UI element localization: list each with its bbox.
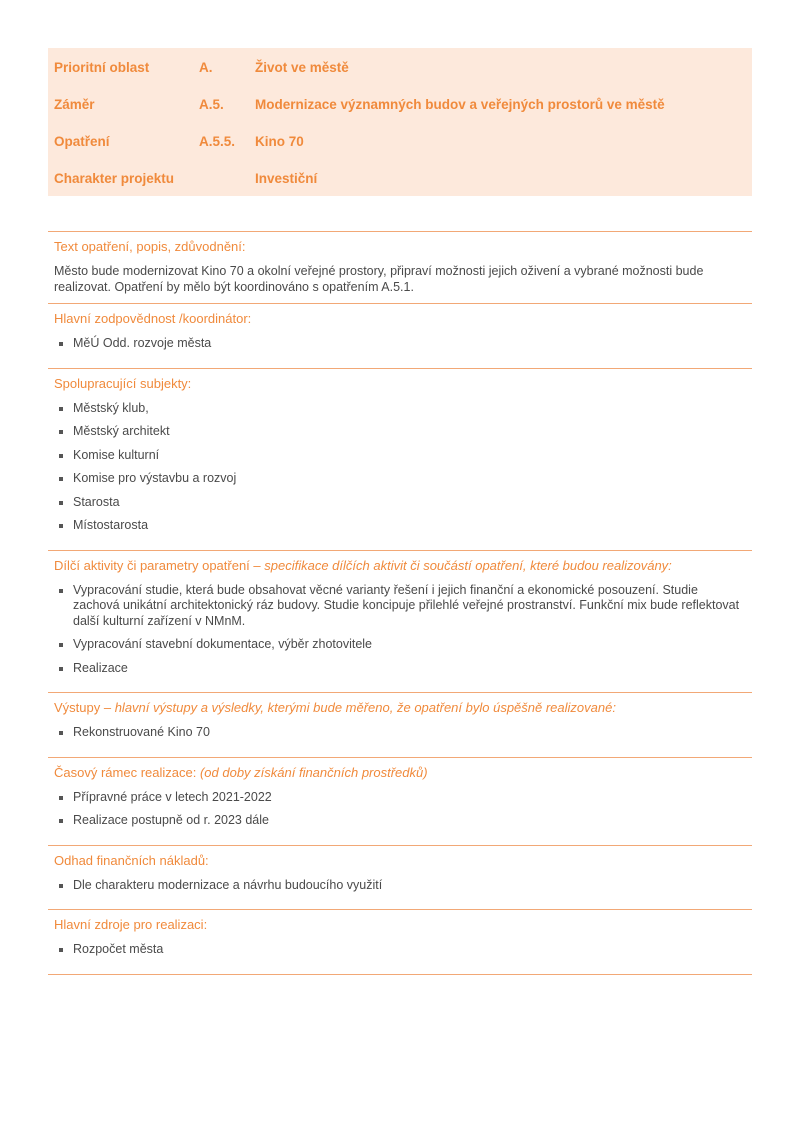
header-row-priority-area — [54, 60, 746, 82]
section-title — [54, 764, 746, 782]
section-title: Spolupracující subjekty: — [54, 375, 192, 391]
header-label: Prioritní oblast — [54, 60, 150, 75]
section-title — [54, 699, 746, 717]
list-item: Místostarosta — [54, 518, 746, 534]
header-code: A.5.5. — [199, 134, 236, 149]
header-row-measure — [54, 134, 746, 156]
list-item: Realizace postupně od r. 2023 dále — [54, 813, 746, 829]
measure-sections — [48, 231, 752, 975]
list-item: Starosta — [54, 495, 746, 511]
section-title-main: Výstupy — [54, 700, 101, 715]
section-funding-sources — [48, 909, 752, 975]
section-title: Odhad finančních nákladů: — [54, 852, 209, 868]
section-title-main: Dílčí aktivity či parametry opatření — [54, 557, 250, 573]
project-header-box — [48, 48, 752, 196]
list-item: Vypracování stavební dokumentace, výběr zhotovitele — [54, 637, 746, 653]
header-value: Investiční — [255, 171, 318, 186]
bullet-list — [54, 790, 746, 829]
list-item: Dle charakteru modernizace a návrhu budoucího využití — [54, 878, 746, 894]
list-item: Rekonstruované Kino 70 — [54, 725, 746, 741]
section-timeframe — [48, 757, 752, 845]
section-title-italic: (od doby získání finančních prostředků) — [199, 764, 428, 780]
bullet-list — [54, 583, 746, 677]
section-responsibility — [48, 303, 752, 368]
section-title-italic: – hlavní výstupy a výsledky, kterými bude měřeno, že opatření bylo úspěšně realizované: — [100, 700, 616, 715]
section-title-main: Časový rámec realizace: — [54, 764, 200, 780]
header-code: A. — [199, 60, 213, 75]
section-title: Hlavní zodpovědnost /koordinátor: — [54, 311, 252, 326]
section-title: Text opatření, popis, zdůvodnění: — [54, 239, 246, 254]
header-value: Kino 70 — [255, 134, 304, 149]
section-partners — [48, 368, 752, 550]
header-row-intent — [54, 97, 746, 119]
bullet-list — [54, 942, 746, 958]
bullet-list — [54, 336, 746, 352]
header-code: A.5. — [199, 97, 224, 112]
section-title — [54, 557, 746, 575]
list-item: Městský architekt — [54, 424, 746, 440]
list-item: Městský klub, — [54, 401, 746, 417]
header-value: Modernizace významných budov a veřejných prostorů ve městě — [255, 97, 665, 112]
list-item: Rozpočet města — [54, 942, 746, 958]
header-value: Život ve městě — [255, 60, 349, 75]
header-label: Záměr — [54, 97, 95, 112]
list-item: Komise pro výstavbu a rozvoj — [54, 471, 746, 487]
list-item: MěÚ Odd. rozvoje města — [54, 336, 746, 352]
section-title: Hlavní zdroje pro realizaci: — [54, 917, 208, 932]
header-row-project-character — [54, 171, 746, 193]
list-item: Realizace — [54, 661, 746, 677]
header-label: Opatření — [54, 134, 110, 149]
section-body-text: Město bude modernizovat Kino 70 a okolní veřejné prostory, připraví možnosti jejich oživení a vybrané možnosti bude realizovat. Opatření by mělo být koordinováno s opatřením A.5.1. — [54, 264, 704, 294]
section-costs — [48, 845, 752, 910]
section-title-italic: – specifikace dílčích aktivit či součástí opatření, které budou realizovány: — [249, 557, 672, 573]
list-item: Vypracování studie, která bude obsahovat věcné varianty řešení i jejich finanční a ekonomické posouzení. Studie zachová unikátní architektonický ráz budovy. Studie koncipuje přilehlé veřejné prostranství. Funkční mix bude reflektovat další kulturní zařízení v NMnM. — [54, 583, 746, 630]
section-activities — [48, 550, 752, 693]
bullet-list — [54, 878, 746, 894]
list-item: Přípravné práce v letech 2021-2022 — [54, 790, 746, 806]
section-description — [48, 231, 752, 303]
bullet-list — [54, 401, 746, 534]
header-label: Charakter projektu — [54, 171, 175, 186]
bullet-list — [54, 725, 746, 741]
section-outputs — [48, 692, 752, 757]
list-item: Komise kulturní — [54, 448, 746, 464]
